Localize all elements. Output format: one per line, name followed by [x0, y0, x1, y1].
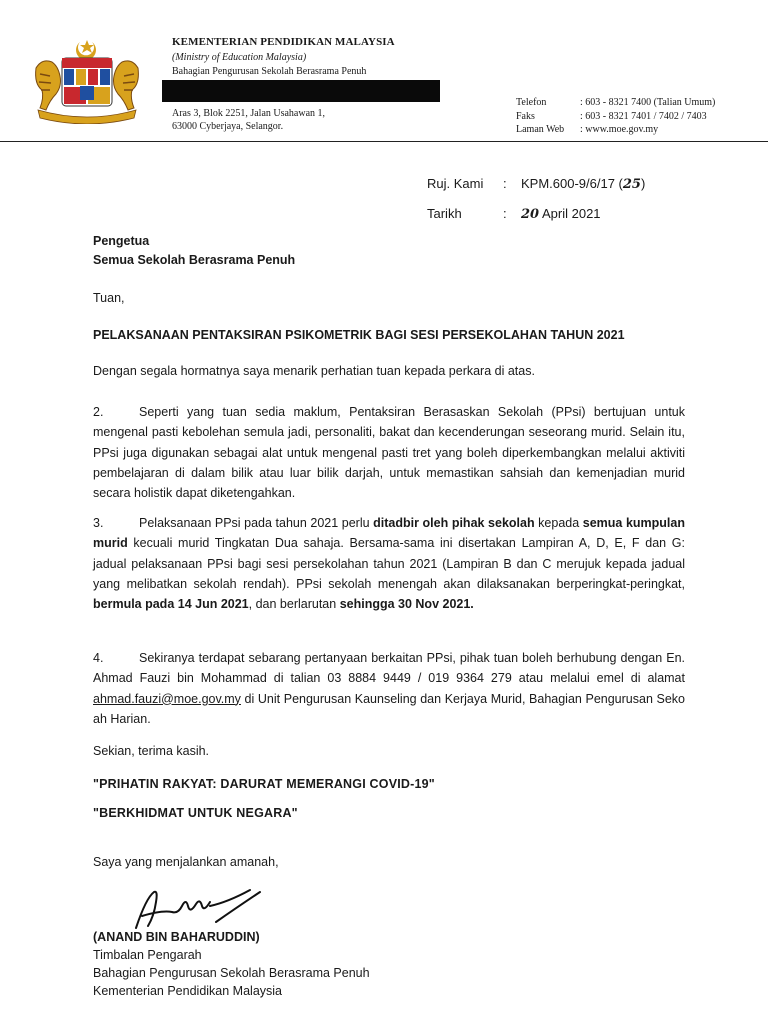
signatory-division: Bahagian Pengurusan Sekolah Berasrama Penuh [93, 966, 370, 980]
paragraph-3-number: 3. [93, 516, 104, 530]
paragraph-3-text-a: Pelaksanaan PPsi pada tahun 2021 perlu [139, 516, 374, 530]
paragraph-3-bold-f: bermula pada 14 Jun 2021 [93, 597, 249, 612]
division-name: Bahagian Pengurusan Sekolah Berasrama Penuh [172, 66, 367, 77]
signoff-line: Saya yang menjalankan amanah, [93, 855, 279, 869]
contact-fax [516, 110, 715, 124]
reference-value: KPM.600-9/6/17 ( [521, 176, 623, 191]
reference-label: Ruj. Kami [427, 176, 484, 191]
slogan-1: "PRIHATIN RAKYAT: DARURAT MEMERANGI COVID-19" [93, 777, 435, 791]
paragraph-3-bold-a: ditadbir oleh pihak sekolah [373, 516, 535, 530]
paragraph-2-text: Seperti yang tuan sedia maklum, Pentaksiran Berasaskan Sekolah (PPsi) bertujuan untuk mengenal pasti kebolehan semula jadi, personaliti, bakat dan kecenderungan seseorang murid. Selain itu, PPsi juga digunakan sebagai alat untuk mengenal pasti tret yang boleh diperkembangkan melalui aktiviti pembelajaran di dalam bilik atau luar bilik darjah, untuk memastikan sahsiah dan kemenjadian murid secara holistik dapat diketengahkan. [93, 405, 685, 501]
date-label: Tarikh [427, 206, 462, 221]
ministry-english-name: (Ministry of Education Malaysia) [172, 52, 307, 63]
contact-phone-label: Telefon [516, 97, 547, 108]
paragraph-3 [93, 513, 685, 614]
contact-email-link[interactable]: ahmad.fauzi@moe.gov.my [93, 691, 241, 706]
address-line-2: 63000 Cyberjaya, Selangor. [172, 121, 284, 132]
reference-block [427, 169, 645, 229]
date-colon: : [503, 206, 507, 221]
paragraph-3-bold-d: semua kumpulan murid [93, 516, 685, 551]
signatory-name: (ANAND BIN BAHARUDDIN) [93, 930, 260, 944]
recipient-line-1: Pengetua [93, 234, 150, 248]
paragraph-3-text-c: kepada [534, 516, 583, 530]
reference-colon: : [503, 176, 507, 191]
paragraph-2-number: 2. [93, 405, 104, 419]
paragraph-3-bold-h: sehingga 30 Nov 2021. [339, 597, 474, 612]
address-line-1: Aras 3, Blok 2251, Jalan Usahawan 1, [172, 108, 326, 119]
salutation: Tuan, [93, 291, 125, 305]
contact-web-label: Laman Web [516, 124, 565, 135]
paragraph-3-text-g: , dan berlarutan [248, 597, 340, 612]
paragraph-1: Dengan segala hormatnya saya menarik perhatian tuan kepada perkara di atas. [93, 364, 535, 378]
contact-phone-value: : 603 - 8321 7400 (Talian Umum) [580, 97, 716, 108]
reference-close: ) [640, 176, 646, 191]
contact-web-value: : www.moe.gov.my [580, 124, 659, 135]
signatory-ministry: Kementerian Pendidikan Malaysia [93, 984, 282, 998]
contact-fax-value: : 603 - 8321 7401 / 7402 / 7403 [580, 110, 707, 122]
contact-web [516, 123, 715, 137]
paragraph-4-number: 4. [93, 651, 104, 665]
letterhead-divider [0, 141, 768, 142]
contact-fax-label: Faks [516, 110, 535, 122]
redaction-bar [162, 80, 440, 102]
reference-row [427, 169, 645, 199]
date-handwritten-day: 20 [521, 207, 540, 222]
reference-handwritten-number: 25 [622, 177, 641, 192]
recipient-line-2: Semua Sekolah Berasrama Penuh [93, 253, 296, 267]
paragraph-4 [93, 648, 685, 729]
date-row [427, 199, 645, 229]
subject-line: PELAKSANAAN PENTAKSIRAN PSIKOMETRIK BAGI SESI PERSEKOLAHAN TAHUN 2021 [93, 328, 625, 342]
paragraph-4-text-b: di Unit Pengurusan Kaunseling dan Kerjaya Murid, Bahagian Pengurusan Seko ah Harian. [93, 691, 685, 726]
date-value: April 2021 [539, 206, 601, 221]
malaysia-coat-of-arms-logo [28, 36, 146, 124]
paragraph-3-text-e: kecuali murid Tingkatan Dua sahaja. Bersama-sama ini disertakan Lampiran A, D, E, F dan G: jadual pelaksanaan PPsi bagi sesi persekolahan tahun 2021 (Lampiran B dan C merujuk kepada jadual yang melibatkan sekolah rendah). PPsi sekolah menengah akan dilaksanakan berperingkat-peringkat, [93, 536, 685, 591]
contact-phone [516, 96, 715, 110]
paragraph-2 [93, 402, 685, 503]
slogan-2: "BERKHIDMAT UNTUK NEGARA" [93, 806, 298, 820]
contact-block [516, 96, 715, 137]
ministry-name: KEMENTERIAN PENDIDIKAN MALAYSIA [172, 36, 395, 48]
signatory-title: Timbalan Pengarah [93, 948, 202, 962]
paragraph-4-text-a: Sekiranya terdapat sebarang pertanyaan berkaitan PPsi, pihak tuan boleh berhubung dengan En. Ahmad Fauzi bin Mohammad di talian 03 8884 9449 / 019 9364 279 atau melalui emel di alamat [93, 651, 685, 686]
closing-line: Sekian, terima kasih. [93, 744, 210, 758]
